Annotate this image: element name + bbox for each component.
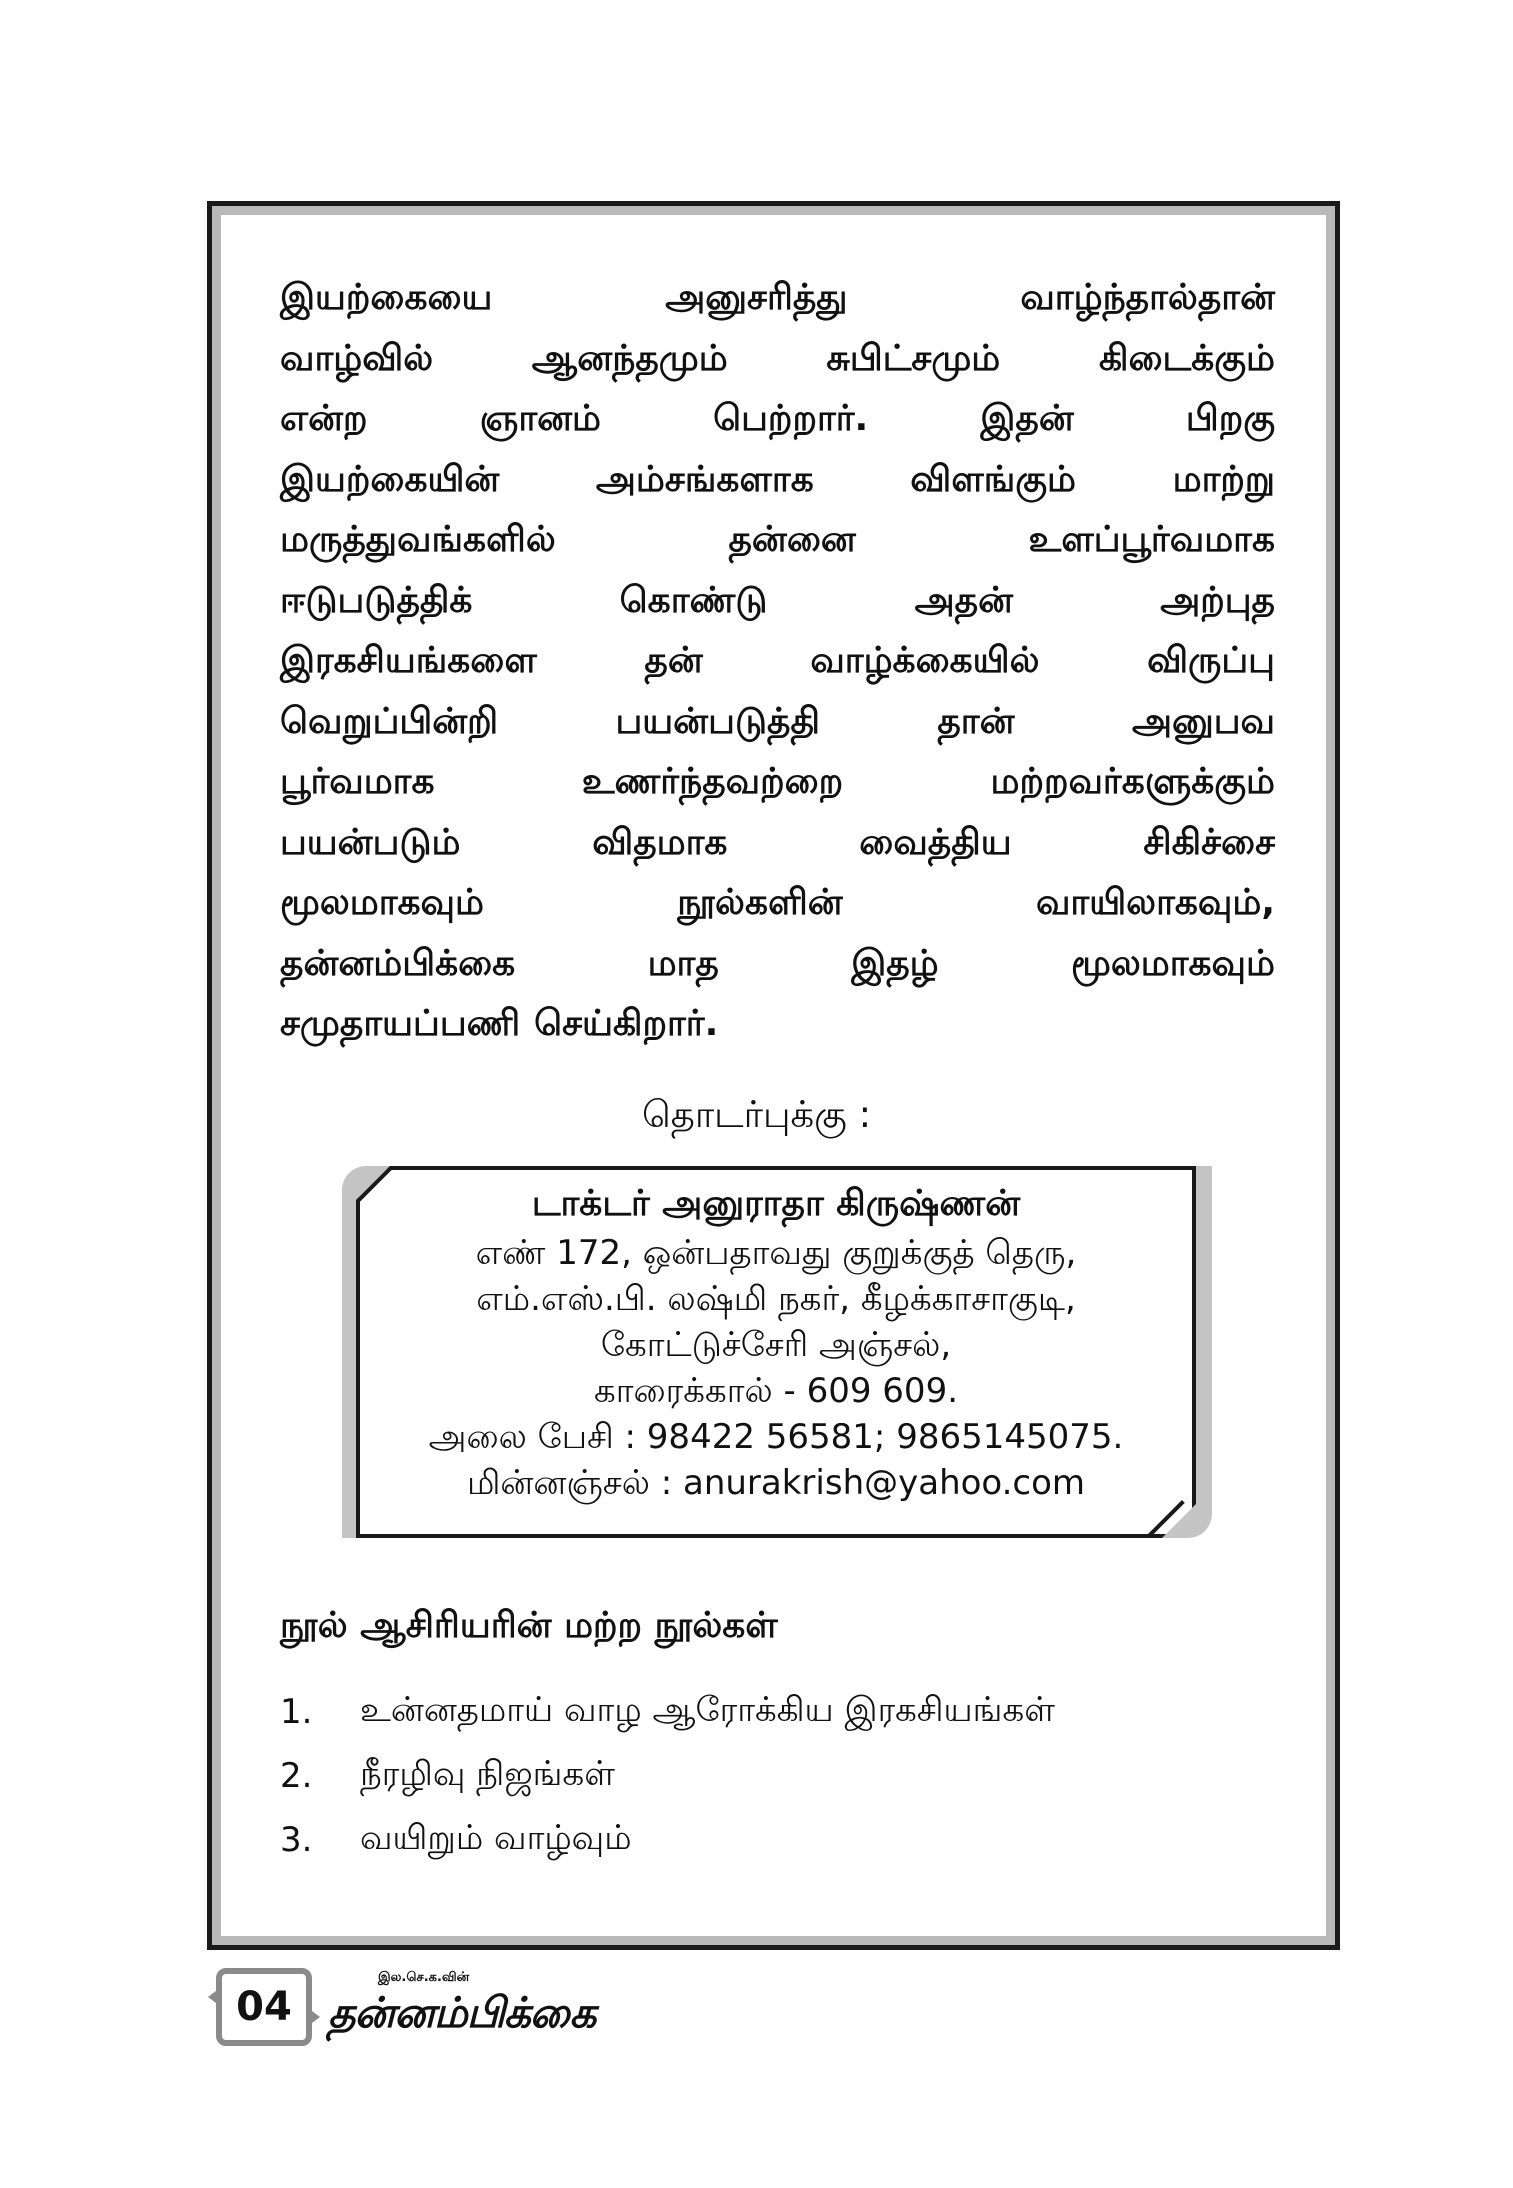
body-word: வாழ்ந்தால்தான் [1020,277,1275,318]
page-number: 04 [236,1984,292,2030]
body-line [280,934,1275,995]
body-word: சுபிட்சமும் [826,337,1001,379]
body-paragraph [280,268,1275,1055]
body-line [280,389,1275,450]
body-word: வாயிலாகவும், [1035,882,1275,923]
contact-name: டாக்டர் அனுராதா கிருஷ்ணன் [531,1183,1021,1224]
body-word: தன் [644,640,703,681]
page-number-badge [216,1968,312,2046]
body-word: மாத [647,942,719,984]
body-word: உளப்பூர்வமாக [1028,519,1275,560]
recycle-arrow-icon [308,2008,320,2026]
contact-heading: தொடர்புக்கு : [641,1093,872,1136]
body-line [280,813,1275,874]
body-word: கொண்டு [619,579,768,621]
body-word: அனுசரித்து [665,277,848,318]
list-item [280,1744,1055,1808]
body-word: பெற்றார். [713,398,869,439]
body-word: வாழ்க்கையில் [810,640,1040,681]
email-address: மின்னஞ்சல் : anurakrish@yahoo.com [466,1463,1086,1503]
body-line [280,329,1275,390]
list-number: 3. [280,1820,313,1860]
body-word: வெறுப்பின்றி [280,700,499,742]
address-line: எண் 172, ஒன்பதாவது குறுக்குத் தெரு, [475,1233,1077,1273]
other-books-heading: நூல் ஆசிரியரின் மற்ற நூல்கள் [280,1605,778,1646]
body-word: மாற்று [1172,458,1275,500]
body-word: என்ற [280,398,368,439]
body-line [280,752,1275,813]
list-number: 1. [280,1692,313,1732]
body-word: தன்னை [728,519,856,560]
body-line [280,631,1275,692]
body-word: செய்கிறார். [534,1003,719,1044]
body-word: ஈடுபடுத்திக் [280,579,473,621]
address-line: கோட்டுச்சேரி அஞ்சல், [600,1325,952,1365]
body-line [280,873,1275,934]
body-word: விளங்கும் [910,458,1077,500]
body-word: பயன்படும் [280,821,461,863]
body-word: கிடைக்கும் [1098,337,1275,379]
body-line [280,510,1275,571]
body-word: அனுபவ [1131,700,1275,742]
body-word: மற்றவர்களுக்கும் [990,761,1275,802]
body-word: மூலமாகவும் [280,882,484,923]
body-line [280,268,1275,329]
body-word: வைத்திய [859,821,1012,863]
contact-details [356,1178,1196,1506]
body-word: மூலமாகவும் [1071,942,1275,984]
body-word: அற்புத [1160,579,1275,621]
body-word: தான் [937,700,1015,742]
body-word: அம்சங்களாக [595,458,814,500]
body-word: சமுதாயப்பணி [280,1003,521,1044]
body-word: உணர்ந்தவற்றை [581,761,844,802]
address-line: காரைக்கால் - 609 609. [593,1371,959,1411]
body-word: தன்னம்பிக்கை [280,942,516,984]
body-word: சிகிச்சை [1143,821,1275,863]
body-word: விதமாக [592,821,728,863]
body-line [280,994,1275,1055]
book-title: வயிறும் வாழ்வும் [360,1818,632,1858]
recycle-arrow-icon [208,1988,220,2006]
body-word: பயன்படுத்தி [615,700,820,742]
body-word: நூல்களின் [677,882,843,923]
book-title: உன்னதமாய் வாழ ஆரோக்கிய இரகசியங்கள் [360,1690,1055,1730]
other-books-list [280,1680,1055,1872]
body-line [280,571,1275,632]
phone-number: அலை பேசி : 98422 56581; 9865145075. [428,1417,1124,1457]
body-line [280,450,1275,511]
list-item [280,1808,1055,1872]
body-word: இயற்கையின் [280,458,500,500]
body-word: பூர்வமாக [280,761,435,802]
body-word: இதழ் [851,942,939,984]
body-word: இரகசியங்களை [280,640,537,681]
list-item [280,1680,1055,1744]
address-line: எம்.எஸ்.பி. லஷ்மி நகர், கீழக்காசாகுடி, [476,1279,1076,1319]
body-word: ஞானம் [479,398,601,439]
body-word: இதன் [980,398,1074,439]
body-word: இயற்கையை [280,277,493,318]
list-number: 2. [280,1756,313,1796]
magazine-title-logo: தன்னம்பிக்கை [328,1988,596,2037]
body-word: ஆனந்தமும் [531,337,728,379]
body-word: மருத்துவங்களில் [280,519,556,560]
book-title: நீரழிவு நிஜங்கள் [360,1754,615,1794]
body-word: வாழ்வில் [280,337,434,379]
magazine-publisher-label: இல.செ.க.வின் [378,1970,470,1985]
body-word: அதன் [914,579,1014,621]
body-word: பிறகு [1185,398,1275,439]
body-line [280,692,1275,753]
body-word: விருப்பு [1147,640,1275,681]
